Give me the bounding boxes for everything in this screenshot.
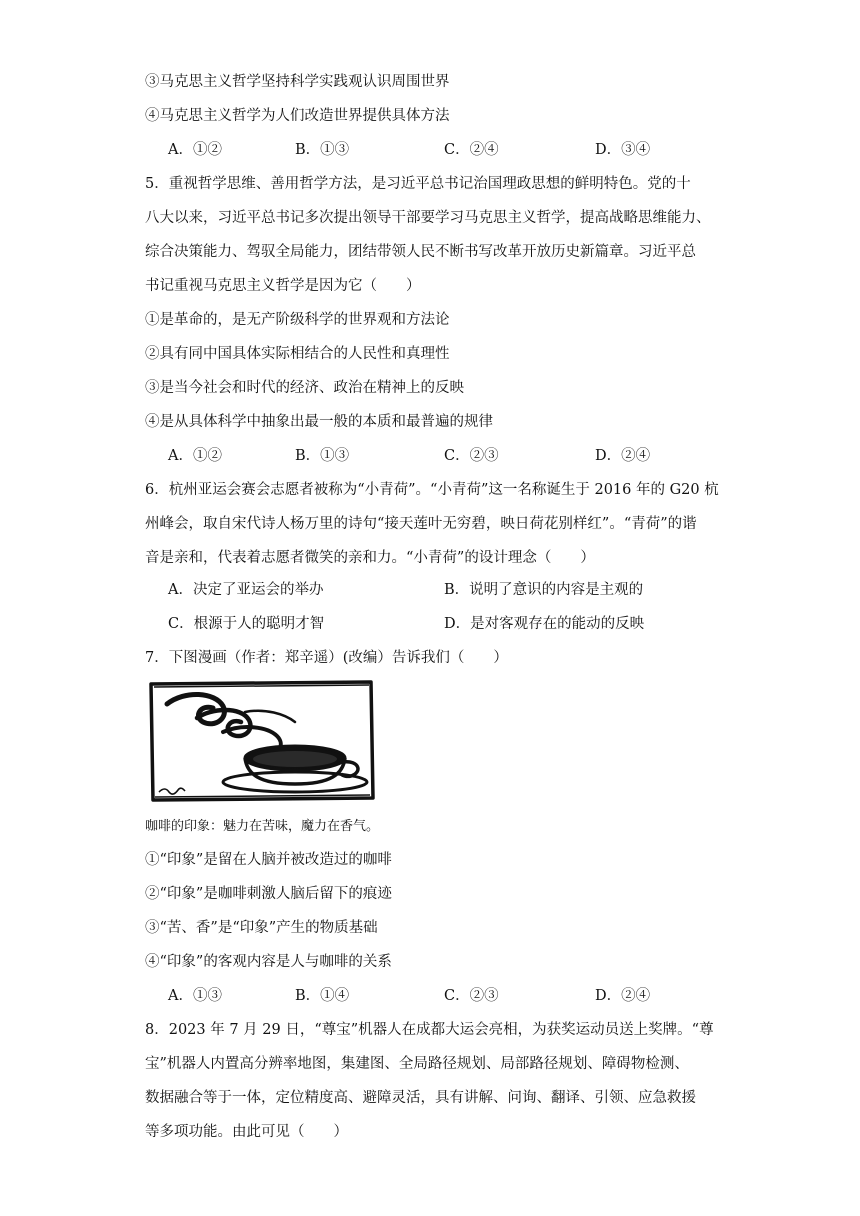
q5-statement-1: ①是革命的，是无产阶级科学的世界观和方法论: [145, 312, 450, 328]
q7-statement-4: ④“印象”的客观内容是人与咖啡的关系: [145, 954, 392, 970]
q4-option-c[interactable]: C．②④: [444, 142, 499, 158]
q8-stem-line-4: 等多项功能。由此可见（ ）: [145, 1124, 348, 1140]
q7-cartoon-caption: 咖啡的印象：魅力在苦味，魔力在香气。: [145, 819, 380, 834]
q5-stem-line-1: 5．重视哲学思维、善用哲学方法，是习近平总书记治国理政思想的鲜明特色。党的十: [145, 176, 691, 192]
q6-option-b[interactable]: B．说明了意识的内容是主观的: [444, 582, 644, 598]
q5-stem-line-3: 综合决策能力、驾驭全局能力，团结带领人民不断书写改革开放历史新篇章。习近平总: [145, 244, 696, 260]
q5-stem-line-2: 八大以来，习近平总书记多次提出领导干部要学习马克思主义哲学，提高战略思维能力、: [145, 210, 711, 226]
coffee-cartoon-image: [145, 678, 379, 804]
q7-option-a[interactable]: A．①③: [168, 988, 222, 1004]
q6-option-a[interactable]: A．决定了亚运会的举办: [168, 582, 324, 598]
q6-stem-line-1: 6．杭州亚运会赛会志愿者被称为“小青荷”。“小青荷”这一名称诞生于 2016 年的 G20 杭: [145, 482, 719, 498]
q5-option-b[interactable]: B．①③: [295, 448, 350, 464]
q4-option-b[interactable]: B．①③: [295, 142, 350, 158]
q5-statement-2: ②具有同中国具体实际相结合的人民性和真理性: [145, 346, 450, 362]
q4-option-a[interactable]: A．①②: [168, 142, 222, 158]
q7-option-b[interactable]: B．①④: [295, 988, 350, 1004]
q4-statement-3: ③马克思主义哲学坚持科学实践观认识周围世界: [145, 74, 450, 90]
q6-option-d[interactable]: D．是对客观存在的能动的反映: [444, 616, 645, 632]
q7-statement-3: ③“苦、香”是“印象”产生的物质基础: [145, 920, 378, 936]
q6-option-c[interactable]: C．根源于人的聪明才智: [168, 616, 325, 632]
q4-option-d[interactable]: D．③④: [595, 142, 651, 158]
q6-stem-line-3: 音是亲和，代表着志愿者微笑的亲和力。“小青荷”的设计理念（ ）: [145, 550, 595, 566]
q5-option-c[interactable]: C．②③: [444, 448, 499, 464]
q7-option-d[interactable]: D．②④: [595, 988, 651, 1004]
q5-option-d[interactable]: D．②④: [595, 448, 651, 464]
q6-stem-line-2: 州峰会，取自宋代诗人杨万里的诗句“接天莲叶无穷碧，映日荷花别样红”。“青荷”的谐: [145, 516, 697, 532]
q8-stem-line-2: 宝”机器人内置高分辨率地图，集建图、全局路径规划、局部路径规划、障碍物检测、: [145, 1056, 689, 1072]
q7-option-c[interactable]: C．②③: [444, 988, 499, 1004]
q8-stem-line-1: 8．2023 年 7 月 29 日，“尊宝”机器人在成都大运会亮相，为获奖运动员送上奖牌。“尊: [145, 1022, 714, 1038]
q7-stem: 7．下图漫画（作者：郑辛遥）(改编）告诉我们（ ）: [145, 650, 508, 666]
q5-statement-3: ③是当今社会和时代的经济、政治在精神上的反映: [145, 380, 464, 396]
q5-statement-4: ④是从具体科学中抽象出最一般的本质和最普遍的规律: [145, 414, 493, 430]
q7-statement-1: ①“印象”是留在人脑并被改造过的咖啡: [145, 852, 392, 868]
q8-stem-line-3: 数据融合等于一体，定位精度高、避障灵活，具有讲解、问询、翻译、引领、应急救援: [145, 1090, 696, 1106]
q7-statement-2: ②“印象”是咖啡刺激人脑后留下的痕迹: [145, 886, 392, 902]
q4-statement-4: ④马克思主义哲学为人们改造世界提供具体方法: [145, 108, 450, 124]
q5-option-a[interactable]: A．①②: [168, 448, 222, 464]
q5-stem-line-4: 书记重视马克思主义哲学是因为它（ ）: [145, 278, 421, 294]
